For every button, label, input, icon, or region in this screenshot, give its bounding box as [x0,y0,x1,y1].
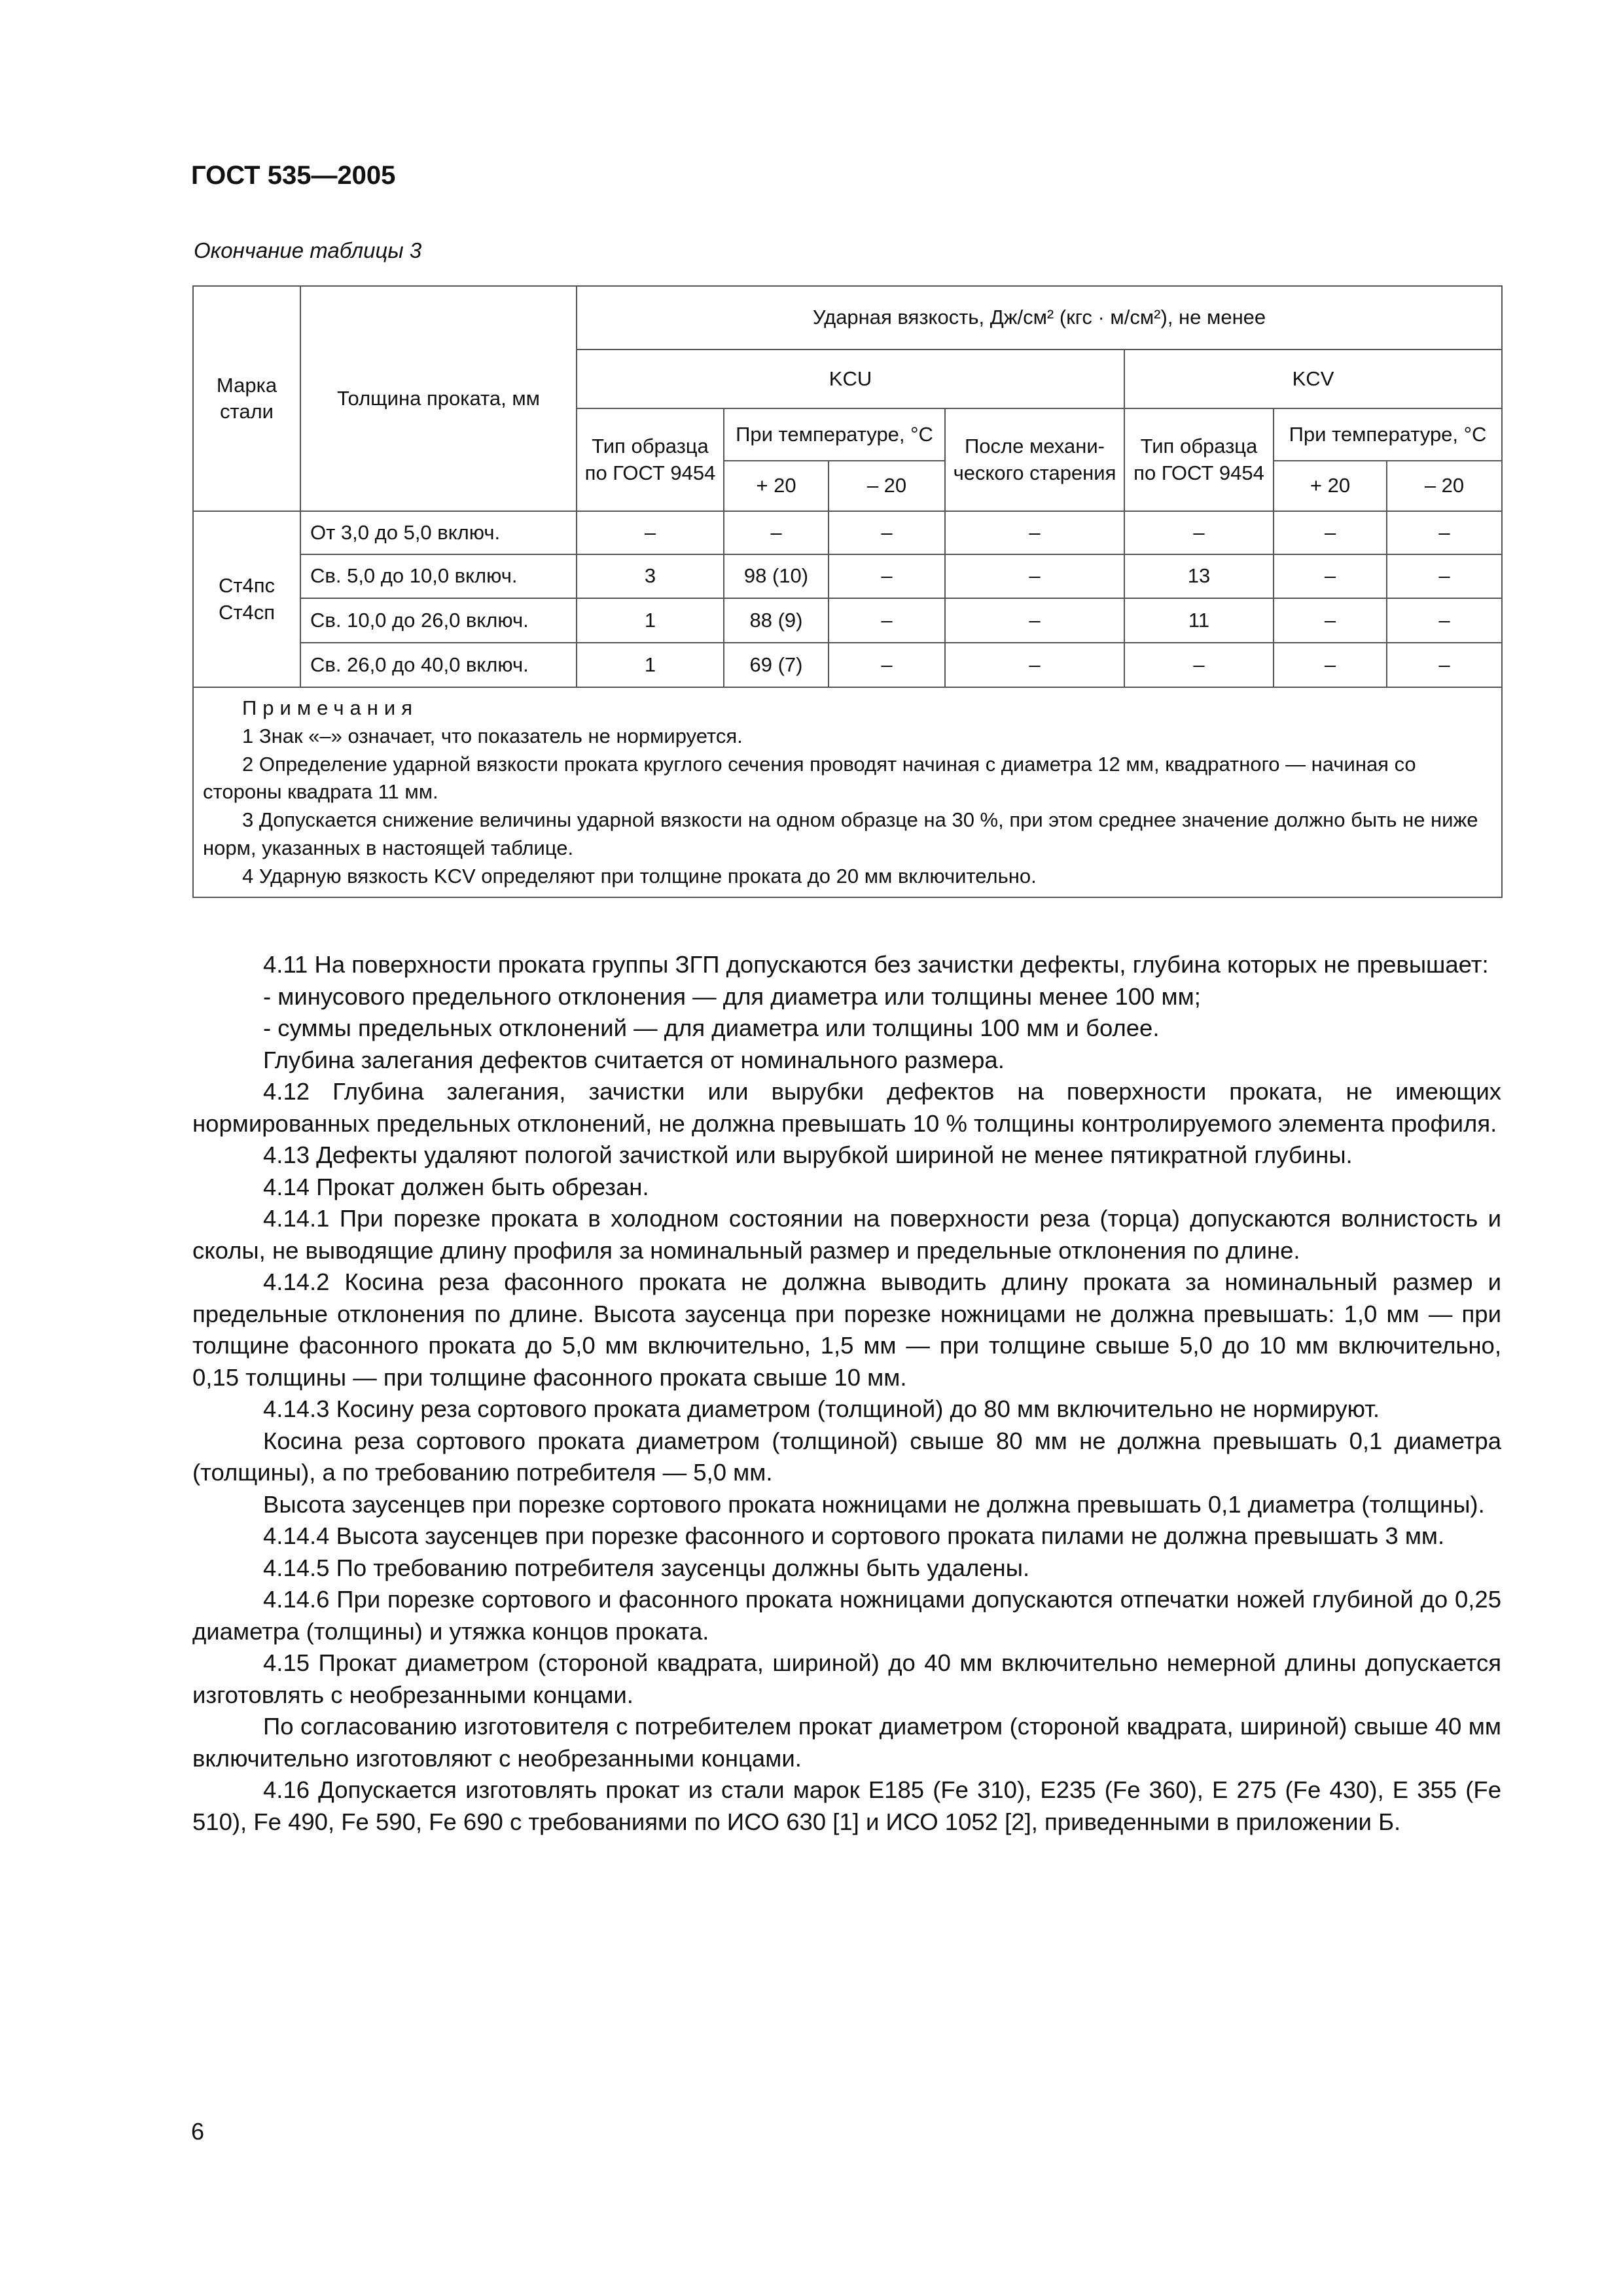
header-kcv-minus20: – 20 [1387,461,1502,511]
paragraph: Высота заусенцев при порезке сортового проката ножницами не должна превышать 0,1 диаметра (толщины). [263,1490,1485,1518]
kcu-plus20-cell: 88 (9) [724,598,829,643]
paragraph-4-14-5: 4.14.5 По требованию потребителя заусенцы должны быть удалены. [263,1554,1030,1581]
list-item: - минусового предельного отклонения — для диаметра или толщины менее 100 мм; [263,982,1201,1010]
aging-cell: – [945,643,1124,687]
kcu-minus20-cell: – [829,598,945,643]
header-kcu-minus20: – 20 [829,461,945,511]
paragraph-4-16: 4.16 Допускается изготовлять прокат из стали марок Е185 (Fe 310), Е235 (Fe 360), Е 275 (Fe 430), Е 355 (Fe 510), Fe 490, Fe 590, Fe 690 с требованиями по ИСО 630 [1] и ИСО 1052 [2], приведенными в приложении Б. [192,1776,1501,1835]
aging-cell: – [945,511,1124,554]
kcv-plus20-cell: – [1274,598,1387,643]
paragraph-4-14-1: 4.14.1 При порезке проката в холодном состоянии на поверхности реза (торца) допускаются волнистость и сколы, не выводящие длину профиля за номинальный размер и предельные отклонения по длине. [192,1205,1501,1264]
paragraph-4-13: 4.13 Дефекты удаляют пологой зачисткой или вырубкой шириной не менее пятикратной глубины. [263,1141,1353,1168]
paragraph-4-11: 4.11 На поверхности проката группы ЗГП допускаются без зачистки дефекты, глубина которых не превышает: [263,951,1489,978]
table-caption: Окончание таблицы 3 [194,238,422,262]
kcu-plus20-cell: – [724,511,829,554]
kcv-minus20-cell: – [1387,643,1502,687]
kcu-minus20-cell: – [829,511,945,554]
steel-grade-cell: Ст4пс Ст4сп [193,511,300,687]
paragraph: Глубина залегания дефектов считается от номинального размера. [263,1046,1005,1073]
table-notes [193,687,1502,897]
kcu-type-cell: 1 [577,643,724,687]
table-row [193,554,1502,598]
note-item: 1 Знак «–» означает, что показатель не нормируется. [242,724,743,747]
paragraph-4-12: 4.12 Глубина залегания, зачистки или вырубки дефектов на поверхности проката, не имеющих нормированных предельных отклонений, не должна превышать 10 % толщины контролируемого элемента профиля. [192,1078,1501,1137]
paragraph-4-14-3: 4.14.3 Косину реза сортового проката диаметром (толщиной) до 80 мм включительно не нормируют. [263,1395,1380,1422]
kcv-minus20-cell: – [1387,598,1502,643]
header-kcv-temperature: При температуре, °С [1274,408,1502,461]
kcv-type-cell: 13 [1124,554,1274,598]
kcu-minus20-cell: – [829,554,945,598]
header-kcv-sample-type: Тип образца по ГОСТ 9454 [1124,408,1274,511]
kcu-type-cell: 3 [577,554,724,598]
kcv-plus20-cell: – [1274,554,1387,598]
thickness-cell: Св. 26,0 до 40,0 включ. [300,643,577,687]
aging-cell: – [945,554,1124,598]
notes-title: Примечания [242,696,418,719]
kcu-plus20-cell: 98 (10) [724,554,829,598]
header-kcu-temperature: При температуре, °С [724,408,945,461]
kcv-plus20-cell: – [1274,511,1387,554]
header-kcv: KCV [1124,350,1502,408]
thickness-cell: Св. 10,0 до 26,0 включ. [300,598,577,643]
kcu-plus20-cell: 69 (7) [724,643,829,687]
header-grade: Марка стали [193,286,300,511]
kcu-type-cell: 1 [577,598,724,643]
document-header-title: ГОСТ 535—2005 [191,161,396,190]
kcu-type-cell: – [577,511,724,554]
kcv-minus20-cell: – [1387,511,1502,554]
paragraph: Косина реза сортового проката диаметром (толщиной) свыше 80 мм не должна превышать 0,1 диаметра (толщины), а по требованию потребителя — 5,0 мм. [192,1427,1501,1486]
paragraph-4-14-6: 4.14.6 При порезке сортового и фасонного проката ножницами допускаются отпечатки ножей глубиной до 0,25 диаметра (толщины) и утяжка концов проката. [192,1586,1501,1645]
note-item: 4 Ударную вязкость KCV определяют при толщине проката до 20 мм включительно. [242,864,1037,888]
paragraph-4-14: 4.14 Прокат должен быть обрезан. [263,1173,649,1200]
table-row [193,598,1502,643]
header-impact-toughness: Ударная вязкость, Дж/см² (кгс · м/см²), не менее [577,286,1502,350]
table-row [193,643,1502,687]
header-thickness: Толщина проката, мм [300,286,577,511]
thickness-cell: От 3,0 до 5,0 включ. [300,511,577,554]
note-item: 2 Определение ударной вязкости проката круглого сечения проводят начиная с диаметра 12 мм, квадратного — начиная со стороны квадрата 11 мм. [203,752,1416,804]
kcv-type-cell: 11 [1124,598,1274,643]
paragraph-4-14-2: 4.14.2 Косина реза фасонного проката не должна выводить длину проката за номинальный размер и предельные отклонения по длине. Высота заусенца при порезке ножницами не должна превышать: 1,0 мм — при толщине фасонного проката до 5,0 мм включительно, 1,5 мм — при толщине свыше 5,0 до 10 мм включительно, 0,15 толщины — при толщине фасонного проката свыше 10 мм. [192,1268,1501,1391]
paragraph-4-14-4: 4.14.4 Высота заусенцев при порезке фасонного и сортового проката пилами не должна превышать 3 мм. [263,1522,1445,1549]
body-text [192,949,1501,1838]
impact-toughness-table [192,285,1501,898]
header-kcu: KCU [577,350,1124,408]
header-kcu-sample-type: Тип образца по ГОСТ 9454 [577,408,724,511]
header-aging: После механи-ческого старения [945,408,1124,511]
thickness-cell: Св. 5,0 до 10,0 включ. [300,554,577,598]
kcv-minus20-cell: – [1387,554,1502,598]
header-kcu-plus20: + 20 [724,461,829,511]
kcv-type-cell: – [1124,511,1274,554]
paragraph-4-15: 4.15 Прокат диаметром (стороной квадрата, шириной) до 40 мм включительно немерной длины допускается изготовлять с необрезанными концами. [192,1649,1501,1708]
page-number: 6 [191,2118,205,2145]
aging-cell: – [945,598,1124,643]
note-item: 3 Допускается снижение величины ударной вязкости на одном образце на 30 %, при этом среднее значение должно быть не ниже норм, указанных в настоящей таблице. [203,808,1478,859]
header-kcv-plus20: + 20 [1274,461,1387,511]
kcv-plus20-cell: – [1274,643,1387,687]
table-row [193,511,1502,554]
paragraph: По согласованию изготовителя с потребителем прокат диаметром (стороной квадрата, шириной) свыше 40 мм включительно изготовляют с необрезанными концами. [192,1713,1501,1772]
kcv-type-cell: – [1124,643,1274,687]
list-item: - суммы предельных отклонений — для диаметра или толщины 100 мм и более. [263,1014,1160,1041]
kcu-minus20-cell: – [829,643,945,687]
